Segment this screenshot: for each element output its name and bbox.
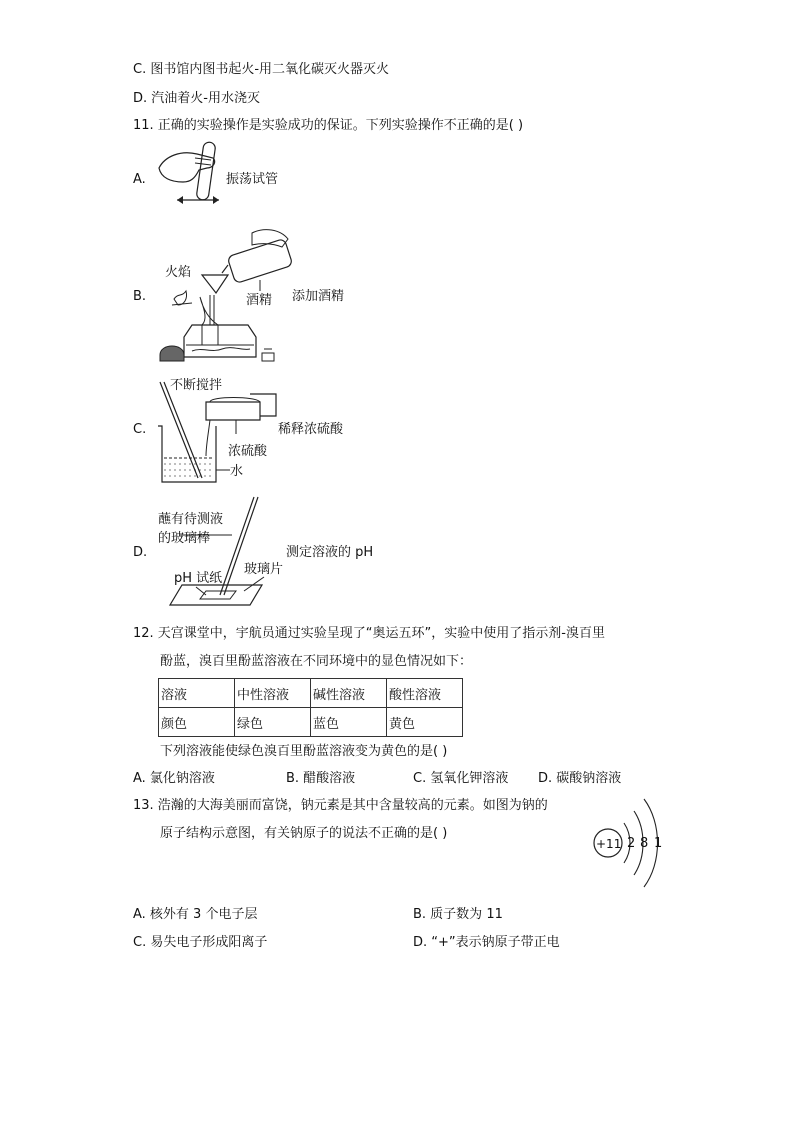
q11-d-glass-label: 玻璃片: [244, 562, 284, 577]
q11-option-c-letter: C.: [133, 422, 147, 437]
table-cell: 颜色: [159, 708, 235, 737]
q11-c-water-label: 水: [230, 464, 244, 479]
table-cell: 黄色: [387, 708, 463, 737]
table-cell: 蓝色: [311, 708, 387, 737]
shell-2-electrons: 8: [640, 836, 649, 851]
q10-option-d: D. 汽油着火-用水浇灭: [133, 91, 260, 106]
q11-option-c-caption: 稀释浓硫酸: [278, 422, 344, 437]
q12-option-a: A. 氯化钠溶液: [133, 771, 215, 786]
table-cell: 绿色: [235, 708, 311, 737]
q13-option-b: B. 质子数为 11: [413, 907, 503, 922]
q11-d-rod-label-1: 蘸有待测液: [158, 512, 224, 527]
q11-b-flame-label: 火焰: [165, 265, 192, 280]
q12-option-d: D. 碳酸钠溶液: [538, 771, 622, 786]
table-row: [159, 708, 463, 737]
q13-stem-line-2: 原子结构示意图，有关钠原子的说法不正确的是( ): [160, 826, 448, 841]
q11-option-a-letter: A.: [133, 172, 146, 187]
q10-option-c: C. 图书馆内图书起火-用二氧化碳灭火器灭火: [133, 62, 390, 77]
table-cell: 酸性溶液: [387, 679, 463, 708]
q11-option-d-caption: 测定溶液的 pH: [286, 545, 374, 560]
shell-1-electrons: 2: [627, 836, 636, 851]
q11-c-stir-label: 不断搅拌: [170, 378, 223, 393]
q11-d-paper-label: pH 试纸: [174, 571, 223, 586]
q12-stem-line-2: 酚蓝，溴百里酚蓝溶液在不同环境中的显色情况如下：: [160, 654, 473, 669]
q11-stem: 11. 正确的实验操作是实验成功的保证。下列实验操作不正确的是( ): [133, 118, 524, 133]
q12-option-c: C. 氢氧化钾溶液: [413, 771, 509, 786]
q11-option-b-letter: B.: [133, 289, 147, 304]
q11-b-alcohol-label: 酒精: [246, 293, 273, 308]
q12-question: 下列溶液能使绿色溴百里酚蓝溶液变为黄色的是( ): [160, 744, 448, 759]
q12-stem-line-1: 12. 天宫课堂中，宇航员通过实验呈现了“奥运五环”，实验中使用了指示剂-溴百里: [133, 626, 605, 641]
table-cell: 中性溶液: [235, 679, 311, 708]
q11-c-acid-label: 浓硫酸: [228, 444, 268, 459]
q11-option-a-caption: 振荡试管: [226, 172, 279, 187]
table-cell: 碱性溶液: [311, 679, 387, 708]
q13-option-a: A. 核外有 3 个电子层: [133, 907, 258, 922]
adding-alcohol-figure: [152, 225, 302, 370]
q11-d-rod-label-2: 的玻璃棒: [158, 531, 211, 546]
q13-stem-line-1: 13. 浩瀚的大海美丽而富饶，钠元素是其中含量较高的元素。如图为钠的: [133, 798, 548, 813]
q11-option-b-caption: 添加酒精: [292, 289, 345, 304]
shell-3-electrons: 1: [654, 836, 663, 851]
shaking-test-tube-figure: [155, 138, 235, 210]
q11-option-d-letter: D.: [133, 545, 148, 560]
table-cell: 溶液: [159, 679, 235, 708]
table-row: [159, 679, 463, 708]
q12-option-b: B. 醋酸溶液: [286, 771, 356, 786]
nucleus-charge: +11: [596, 837, 622, 851]
q13-option-c: C. 易失电子形成阳离子: [133, 935, 268, 950]
indicator-color-table: [158, 678, 463, 737]
q13-option-d: D. “+”表示钠原子带正电: [413, 935, 560, 950]
